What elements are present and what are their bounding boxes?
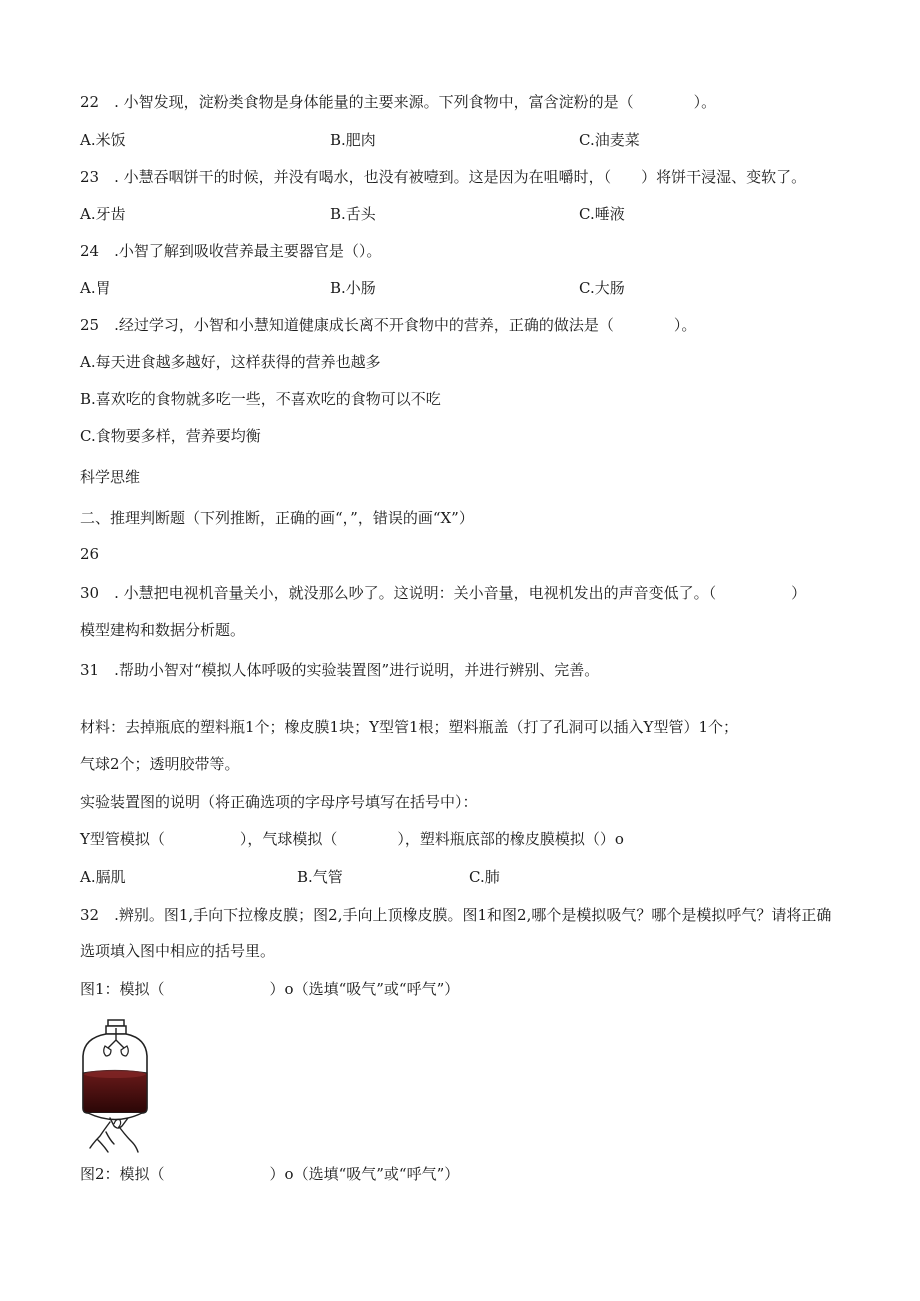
figure-1-caption: 图1：模拟（ ）o（选填“吸气”或“呼气”）: [80, 980, 460, 998]
q31-option-a: A.膈肌: [80, 868, 126, 886]
question-25: 25 .经过学习，小智和小慧知道健康成长离不开食物中的营养，正确的做法是（ ）。: [80, 316, 697, 334]
q31-option-b: B.气管: [297, 868, 343, 886]
q22-option-b: B.肥肉: [330, 131, 376, 149]
respiration-model-figure-1: [80, 1018, 150, 1156]
question-22: 22 . 小智发现，淀粉类食物是身体能量的主要来源。下列食物中，富含淀粉的是（ ）。: [80, 93, 717, 111]
q31-option-c: C.肺: [469, 868, 500, 886]
question-32-line-1: 32 .辨别。图1,手向下拉橡皮膜；图2,手向上顶橡皮膜。图1和图2,哪个是模拟吸气？哪个是模拟呼气？请将正确: [80, 906, 832, 924]
figure-2-caption: 图2：模拟（ ）o（选填“吸气”或“呼气”）: [80, 1165, 460, 1183]
question-32-line-2: 选项填入图中相应的括号里。: [80, 942, 276, 960]
q23-option-a: A.牙齿: [80, 205, 126, 223]
q31-instruction: 实验装置图的说明（将正确选项的字母序号填写在括号中）：: [80, 793, 478, 811]
question-24: 24 .小智了解到吸收营养最主要器官是（）。: [80, 242, 382, 260]
q31-materials-line-2: 气球2个；透明胶带等。: [80, 755, 240, 773]
section-science-thinking: 科学思维: [80, 468, 141, 486]
q24-option-a: A.胃: [80, 279, 111, 297]
q25-option-c: C.食物要多样，营养要均衡: [80, 427, 261, 445]
question-31: 31 .帮助小智对“模拟人体呼吸的实验装置图”进行说明，并进行辨别、完善。: [80, 661, 600, 679]
question-30: 30 . 小慧把电视机音量关小，就没那么吵了。这说明：关小音量，电视机发出的声音变低了。（ ）: [80, 584, 807, 602]
section-two-heading: 二、推理判断题（下列推断，正确的画“，”，错误的画“X”）: [80, 509, 474, 527]
question-23: 23 . 小慧吞咽饼干的时候，并没有喝水，也没有被噎到。这是因为在咀嚼时，（ ）将饼干浸湿、变软了。: [80, 168, 807, 186]
q31-materials-line-1: 材料：去掉瓶底的塑料瓶1个；橡皮膜1块；Y型管1根；塑料瓶盖（打了孔洞可以插入Y型管）1个；: [80, 718, 738, 736]
question-26: 26: [80, 545, 100, 563]
q25-option-b: B.喜欢吃的食物就多吃一些，不喜欢吃的食物可以不吃: [80, 390, 441, 408]
q23-option-b: B.舌头: [330, 205, 376, 223]
q24-option-c: C.大肠: [579, 279, 625, 297]
q22-option-a: A.米饭: [80, 131, 126, 149]
q25-option-a: A.每天进食越多越好，这样获得的营养也越多: [80, 353, 381, 371]
q24-option-b: B.小肠: [330, 279, 376, 297]
q22-option-c: C.油麦菜: [579, 131, 640, 149]
section-model-heading: 模型建构和数据分析题。: [80, 621, 246, 639]
q23-option-c: C.唾液: [579, 205, 625, 223]
q31-blanks: Y型管模拟（ ），气球模拟（ ），塑料瓶底部的橡皮膜模拟（）o: [80, 830, 624, 848]
